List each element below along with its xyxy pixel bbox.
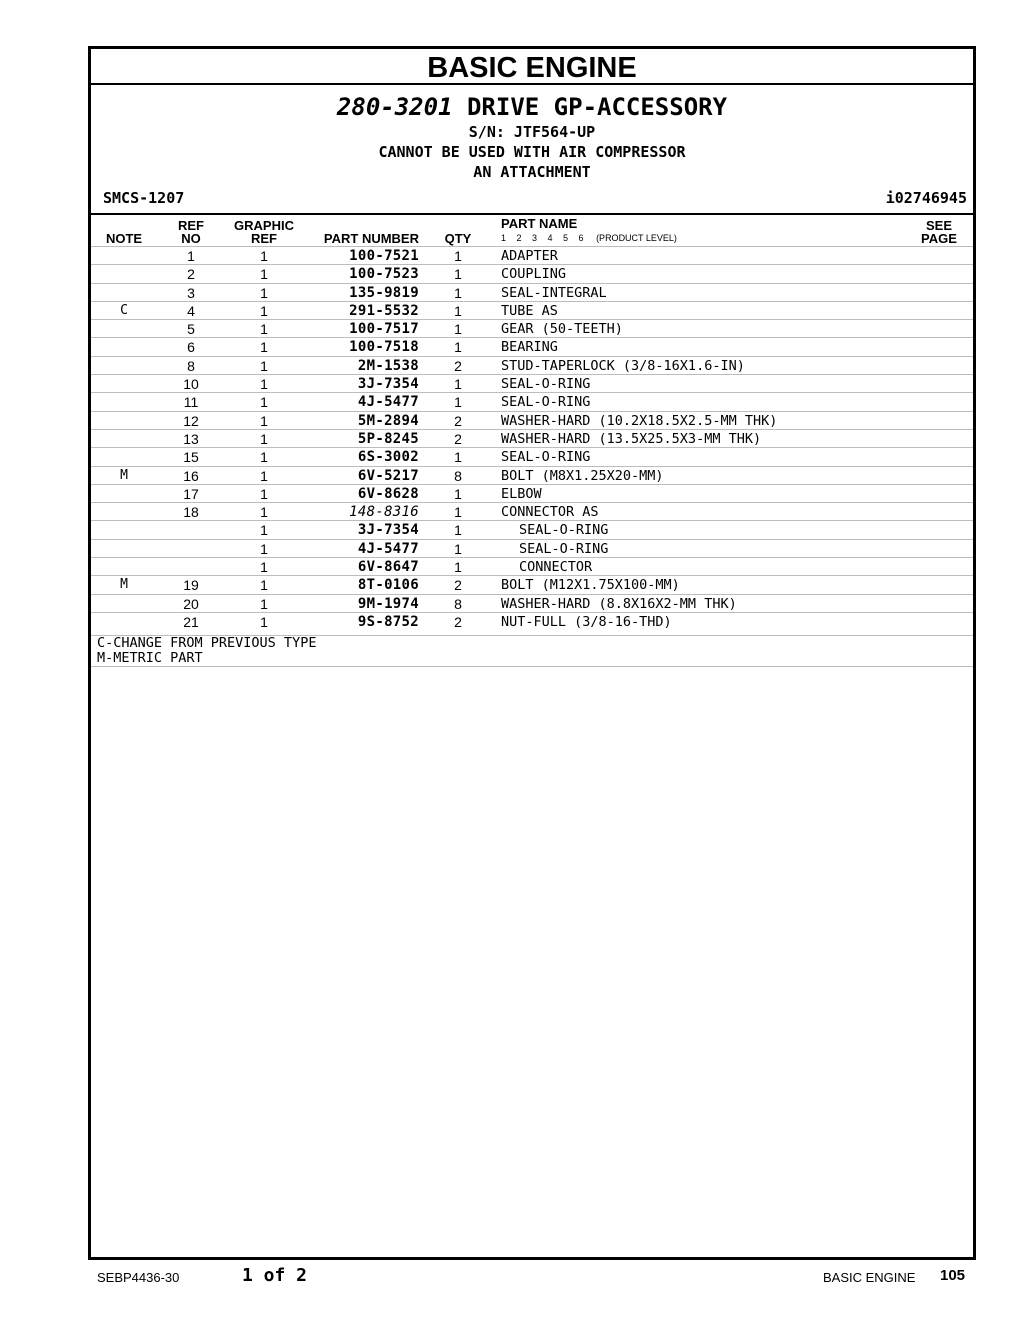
header-see-bottom: PAGE [921,231,957,246]
row-part-number: 6V-8628 [357,485,419,502]
row-part-number: 2M-1538 [357,357,419,374]
parts-page-frame [88,46,976,1260]
row-graphic-ref: 1 [260,394,268,411]
product-level-numbers: 1 2 3 4 5 6 [501,233,584,243]
footer-section: BASIC ENGINE [823,1270,916,1285]
table-row [91,447,973,465]
table-row [91,557,973,575]
table-row [91,429,973,447]
parts-table [91,246,973,630]
table-row [91,539,973,557]
smcs-code: SMCS-1207 [103,189,185,207]
table-row [91,520,973,538]
header-qty: QTY [444,231,472,246]
table-row [91,466,973,484]
row-graphic-ref: 1 [260,339,268,356]
group-name: DRIVE GP-ACCESSORY [466,93,728,121]
footer-page-of: 1 of 2 [242,1265,308,1286]
note-metric: M-METRIC PART [97,650,203,666]
row-qty: 1 [454,394,462,411]
row-part-name: WASHER-HARD (10.2X18.5X2.5-MM THK) [501,412,778,429]
notes-legend [91,635,973,667]
row-graphic-ref: 1 [260,467,268,484]
group-remark-1: CANNOT BE USED WITH AIR COMPRESSOR [378,143,686,161]
row-part-name: SEAL-O-RING [501,449,591,466]
row-qty: 2 [454,430,462,447]
product-level-label: (PRODUCT LEVEL) [596,233,677,243]
row-note: M [120,467,128,483]
header-product-levels [501,233,677,243]
header-note: NOTE [105,231,143,246]
row-ref-no: 8 [187,357,195,374]
row-qty: 1 [454,248,462,264]
row-part-number: 291-5532 [349,302,419,319]
row-qty: 1 [454,559,462,576]
row-part-number: 8T-0106 [357,577,419,594]
table-row [91,283,973,301]
table-row [91,411,973,429]
row-part-number: 6V-5217 [357,467,419,484]
row-qty: 1 [454,376,462,393]
row-qty: 2 [454,412,462,429]
row-part-name: ADAPTER [501,248,558,264]
row-qty: 1 [454,449,462,466]
row-part-name: SEAL-O-RING [501,394,591,411]
row-note: M [120,577,128,593]
row-part-name: SEAL-O-RING [501,376,591,393]
row-part-number: 5P-8245 [357,430,419,447]
row-part-number: 3J-7354 [357,376,419,393]
row-part-number: 9M-1974 [357,595,419,612]
row-part-number: 100-7521 [349,248,419,264]
row-ref-no: 17 [183,485,199,502]
row-qty: 1 [454,540,462,557]
footer-page-number: 105 [940,1267,966,1284]
row-qty: 1 [454,485,462,502]
table-row [91,337,973,355]
illustration-id: i02746945 [885,189,967,207]
header-part-name: PART NAME [501,216,578,231]
group-part-number: 280-3201 [336,93,453,121]
row-part-name: SEAL-O-RING [519,540,609,557]
row-graphic-ref: 1 [260,248,268,264]
row-part-name: COUPLING [501,266,567,283]
row-part-name: SEAL-O-RING [519,522,609,539]
row-part-number: 3J-7354 [357,522,419,539]
row-ref-no: 4 [187,302,195,319]
group-remark-2: AN ATTACHMENT [473,163,591,181]
row-ref-no: 10 [183,376,199,393]
row-graphic-ref: 1 [260,430,268,447]
row-graphic-ref: 1 [260,559,268,576]
row-qty: 1 [454,321,462,338]
row-graphic-ref: 1 [260,412,268,429]
row-graphic-ref: 1 [260,357,268,374]
footer-doc-id: SEBP4436-30 [97,1270,180,1285]
row-qty: 1 [454,522,462,539]
row-qty: 1 [454,339,462,356]
row-qty: 1 [454,302,462,319]
row-part-name: ELBOW [501,485,542,502]
row-qty: 8 [454,595,462,612]
row-qty: 2 [454,613,462,630]
header-ref-top: REF [178,218,204,233]
row-ref-no: 16 [183,467,199,484]
table-row [91,484,973,502]
table-row [91,264,973,282]
row-part-name: CONNECTOR [519,559,593,576]
row-part-name: BOLT (M12X1.75X100-MM) [501,577,680,594]
row-graphic-ref: 1 [260,595,268,612]
table-row [91,594,973,612]
row-ref-no: 6 [187,339,195,356]
header-rule [91,213,973,215]
header-graphic-bottom: REF [251,231,277,246]
row-part-number: 5M-2894 [357,412,419,429]
row-graphic-ref: 1 [260,540,268,557]
row-ref-no: 3 [187,284,195,301]
row-ref-no: 1 [187,248,195,264]
row-graphic-ref: 1 [260,522,268,539]
row-part-name: TUBE AS [501,302,558,319]
row-ref-no: 5 [187,321,195,338]
row-graphic-ref: 1 [260,449,268,466]
table-row [91,612,973,630]
row-part-name: BEARING [501,339,558,356]
row-qty: 8 [454,467,462,484]
row-part-number: 4J-5477 [357,540,419,557]
row-note: C [120,302,128,318]
row-qty: 1 [454,504,462,521]
row-part-name: WASHER-HARD (13.5X25.5X3-MM THK) [501,430,762,447]
row-part-number: 100-7518 [349,339,419,356]
row-ref-no: 13 [183,430,199,447]
row-graphic-ref: 1 [260,302,268,319]
row-graphic-ref: 1 [260,321,268,338]
row-graphic-ref: 1 [260,376,268,393]
header-ref-bottom: NO [181,231,201,246]
row-qty: 2 [454,357,462,374]
row-ref-no: 2 [187,266,195,283]
row-part-number: 9S-8752 [357,613,419,630]
row-graphic-ref: 1 [260,485,268,502]
row-graphic-ref: 1 [260,284,268,301]
row-part-name: CONNECTOR AS [501,504,599,521]
table-row [91,356,973,374]
table-row [91,392,973,410]
serial-number: S/N: JTF564-UP [468,123,596,141]
row-qty: 1 [454,266,462,283]
note-change: C-CHANGE FROM PREVIOUS TYPE [97,635,317,651]
row-part-number: 6V-8647 [357,559,419,576]
row-part-number: 100-7517 [349,321,419,338]
row-part-number: 135-9819 [349,284,419,301]
row-graphic-ref: 1 [260,613,268,630]
row-part-number: 148-8316 [349,504,419,521]
row-part-number: 100-7523 [349,266,419,283]
header-part-number: PART NUMBER [323,231,419,246]
row-part-name: BOLT (M8X1.25X20-MM) [501,467,664,484]
row-part-name: WASHER-HARD (8.8X16X2-MM THK) [501,595,737,612]
row-ref-no: 21 [183,613,199,630]
row-ref-no: 20 [183,595,199,612]
header-graphic-top: GRAPHIC [234,218,294,233]
group-heading [91,93,973,121]
row-ref-no: 18 [183,504,199,521]
row-part-name: GEAR (50-TEETH) [501,321,623,338]
table-row [91,374,973,392]
table-row [91,575,973,593]
row-ref-no: 19 [183,577,199,594]
row-part-number: 4J-5477 [357,394,419,411]
table-row [91,246,973,264]
row-qty: 2 [454,577,462,594]
row-graphic-ref: 1 [260,266,268,283]
table-row [91,502,973,520]
row-graphic-ref: 1 [260,504,268,521]
row-part-name: NUT-FULL (3/8-16-THD) [501,613,672,630]
row-qty: 1 [454,284,462,301]
row-graphic-ref: 1 [260,577,268,594]
row-part-name: STUD-TAPERLOCK (3/8-16X1.6-IN) [501,357,745,374]
table-row [91,319,973,337]
row-part-name: SEAL-INTEGRAL [501,284,607,301]
row-ref-no: 11 [183,394,199,411]
row-ref-no: 12 [183,412,199,429]
table-row [91,301,973,319]
row-ref-no: 15 [183,449,199,466]
section-title: BASIC ENGINE [91,49,973,85]
header-see-top: SEE [925,218,952,233]
row-part-number: 6S-3002 [357,449,419,466]
